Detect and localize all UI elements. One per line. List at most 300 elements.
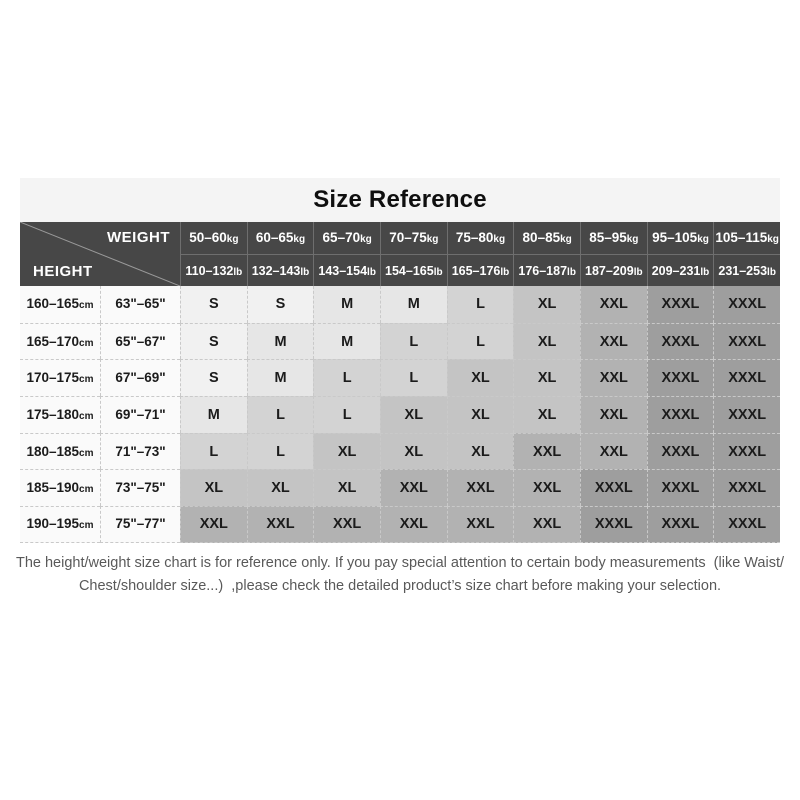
size-cell: [180, 433, 247, 470]
size-cell-text: [333, 515, 361, 533]
height-cm-cell-text: [26, 333, 93, 351]
size-cell-text: [600, 406, 628, 424]
weight-kg-cell: [180, 222, 247, 254]
height-cm-cell-unit: cm: [79, 484, 94, 496]
size-cell: [647, 286, 714, 323]
size-cell-text: [538, 406, 557, 424]
size-cell: [380, 469, 447, 506]
size-cell: [180, 286, 247, 323]
size-cell-value: XL: [471, 406, 490, 423]
height-inch-cell-value: 73"–75": [115, 480, 166, 496]
size-cell-text: [466, 515, 494, 533]
size-cell: [647, 506, 714, 543]
size-cell: [313, 433, 380, 470]
size-cell-text: [728, 406, 766, 424]
size-cell: [247, 506, 314, 543]
size-cell-text: [338, 443, 357, 461]
size-cell-value: S: [275, 296, 286, 313]
size-cell-text: [595, 479, 633, 497]
height-inch-cell: [100, 359, 180, 396]
size-cell-value: XXXL: [661, 516, 700, 533]
size-cell-value: M: [341, 333, 354, 350]
size-cell: [447, 359, 514, 396]
size-cell: [247, 469, 314, 506]
size-cell-value: XXXL: [728, 370, 767, 387]
height-header-label: HEIGHT: [33, 263, 93, 280]
size-cell-value: M: [207, 406, 220, 423]
size-cell-value: M: [407, 296, 420, 313]
size-cell-value: XXL: [533, 480, 562, 497]
weight-kg-cell: [647, 222, 714, 254]
footnote-line-2: Chest/shoulder size...) ,please check the detailed product’s size chart before making your selection.: [78, 578, 722, 594]
height-cm-cell-text: [26, 295, 93, 313]
size-cell: [580, 359, 647, 396]
size-cell-value: XXL: [533, 443, 562, 460]
size-cell-text: [209, 295, 219, 313]
size-cell-value: XXL: [599, 370, 628, 387]
size-cell-text: [728, 515, 766, 533]
weight-kg-cell-unit: kg: [293, 234, 306, 245]
weight-kg-cell-value: 85–95: [589, 230, 627, 245]
size-cell-text: [471, 406, 490, 424]
size-cell: [513, 286, 580, 323]
size-cell-text: [409, 333, 418, 351]
weight-lb-cell-value: 143–154: [318, 263, 368, 278]
size-cell: [647, 433, 714, 470]
size-cell-value: L: [276, 406, 285, 423]
weight-kg-cell: [713, 222, 780, 254]
size-cell-text: [600, 369, 628, 387]
height-cm-cell: [20, 323, 100, 360]
height-cm-cell-value: 165–170: [26, 333, 80, 349]
size-cell: [247, 323, 314, 360]
size-cell: [313, 469, 380, 506]
size-cell-value: XXXL: [728, 443, 767, 460]
weight-kg-cell: [313, 222, 380, 254]
height-cm-cell-value: 180–185: [26, 443, 80, 459]
weight-lb-cell-unit: lb: [767, 266, 776, 278]
size-cell-value: XXL: [399, 516, 428, 533]
weight-lb-cell: [380, 254, 447, 286]
size-cell-value: XL: [537, 296, 557, 313]
size-cell-value: XL: [271, 480, 290, 497]
height-inch-cell: [100, 286, 180, 323]
height-inch-cell-value: 69"–71": [115, 406, 166, 422]
size-cell-text: [266, 515, 294, 533]
size-cell-text: [209, 369, 219, 387]
weight-lb-cell-text: [318, 262, 376, 280]
size-cell-text: [338, 479, 357, 497]
size-cell: [713, 506, 780, 543]
height-cm-cell-text: [26, 515, 93, 533]
size-cell: [380, 396, 447, 433]
height-cm-cell: [20, 359, 100, 396]
size-cell-value: L: [276, 443, 285, 460]
size-cell: [513, 433, 580, 470]
size-cell-value: XXXL: [728, 296, 767, 313]
size-cell: [380, 323, 447, 360]
size-cell-value: XXXL: [661, 443, 700, 460]
height-inch-cell-value: 65"–67": [115, 333, 166, 349]
weight-kg-cell-value: 65–70: [322, 230, 361, 245]
size-cell: [513, 506, 580, 543]
weight-kg-cell-value: 50–60: [189, 230, 227, 245]
size-cell-text: [405, 443, 424, 461]
size-cell-value: M: [341, 296, 354, 313]
size-cell-value: XXXL: [661, 480, 700, 497]
size-cell: [380, 286, 447, 323]
size-cell-text: [728, 295, 766, 313]
size-cell: [513, 359, 580, 396]
weight-lb-cell-unit: lb: [233, 266, 243, 278]
weight-kg-cell-value: 70–75: [389, 230, 427, 245]
size-cell-text: [209, 443, 218, 461]
height-inch-cell: [100, 433, 180, 470]
size-cell-text: [662, 406, 700, 424]
weight-kg-cell-text: [652, 229, 709, 247]
weight-kg-cell-value: 60–65: [255, 230, 294, 245]
weight-kg-cell-unit: kg: [767, 234, 779, 245]
size-cell: [580, 506, 647, 543]
weight-kg-cell-text: [256, 229, 305, 247]
size-cell-text: [209, 333, 219, 351]
weight-kg-cell: [513, 222, 580, 254]
size-cell-value: XXXL: [661, 296, 700, 313]
size-cell: [247, 396, 314, 433]
size-cell-value: XXL: [333, 516, 362, 533]
weight-lb-cell-value: 132–143: [251, 263, 301, 278]
size-cell: [313, 506, 380, 543]
size-cell-value: XXL: [599, 443, 628, 460]
weight-header-label: WEIGHT: [107, 229, 170, 246]
size-cell-value: S: [208, 333, 219, 350]
size-cell-text: [274, 369, 286, 387]
height-inch-cell: [100, 396, 180, 433]
size-cell-text: [533, 515, 561, 533]
size-cell-value: XXXL: [594, 480, 633, 497]
height-cm-cell: [20, 506, 100, 543]
size-cell: [580, 433, 647, 470]
size-cell-text: [208, 406, 220, 424]
weight-kg-cell-unit: kg: [426, 234, 439, 245]
size-cell: [180, 396, 247, 433]
size-cell: [380, 433, 447, 470]
size-cell-text: [409, 369, 418, 387]
height-cm-cell-unit: cm: [79, 374, 94, 386]
size-cell-text: [600, 443, 628, 461]
weight-kg-cell: [247, 222, 314, 254]
size-cell-value: M: [274, 333, 287, 350]
height-inch-cell-text: [115, 406, 165, 424]
size-cell: [647, 469, 714, 506]
size-cell-value: XL: [404, 406, 424, 423]
size-cell: [180, 323, 247, 360]
size-cell-value: XL: [337, 443, 357, 460]
size-cell-value: XXL: [199, 516, 228, 533]
size-cell-value: XXXL: [661, 406, 700, 423]
height-cm-cell: [20, 433, 100, 470]
size-cell-value: S: [208, 296, 219, 313]
size-cell-text: [205, 479, 224, 497]
weight-kg-cell-text: [456, 229, 505, 247]
size-cell-text: [271, 479, 290, 497]
height-inch-cell-value: 75"–77": [115, 516, 166, 532]
weight-kg-cell-unit: kg: [226, 234, 239, 245]
height-cm-cell: [20, 286, 100, 323]
height-cm-cell-value: 190–195: [26, 516, 80, 532]
weight-lb-cell-text: [518, 262, 576, 280]
size-cell: [313, 396, 380, 433]
weight-lb-cell-text: [252, 262, 310, 280]
size-cell: [647, 323, 714, 360]
size-cell-text: [405, 406, 424, 424]
size-cell-value: XXXL: [594, 516, 633, 533]
height-inch-cell-text: [115, 333, 165, 351]
chart-title-bar: [20, 178, 780, 222]
weight-lb-cell-unit: lb: [367, 266, 376, 278]
size-cell: [380, 506, 447, 543]
size-cell-text: [408, 295, 420, 313]
size-cell-value: XL: [471, 443, 490, 460]
size-cell-value: M: [274, 370, 287, 387]
size-cell: [447, 433, 514, 470]
size-cell-text: [400, 479, 428, 497]
size-cell: [380, 359, 447, 396]
weight-lb-cell-value: 110–132: [185, 263, 234, 278]
height-inch-cell-text: [115, 515, 165, 533]
size-cell-text: [538, 369, 557, 387]
size-table: [20, 222, 780, 543]
footnote-line-1: The height/weight size chart is for reference only. If you pay special attention to certain body measurements (like Waist/: [15, 555, 785, 571]
height-inch-cell-value: 71"–73": [115, 443, 166, 459]
size-cell-text: [662, 369, 700, 387]
weight-kg-cell-unit: kg: [493, 234, 506, 245]
height-inch-cell-text: [115, 443, 165, 461]
size-cell-value: L: [342, 406, 352, 423]
weight-lb-cell-text: [652, 262, 710, 280]
size-cell-text: [662, 333, 700, 351]
height-cm-cell-unit: cm: [79, 520, 94, 532]
size-cell: [247, 359, 314, 396]
height-cm-cell-unit: cm: [79, 300, 94, 312]
weight-lb-cell: [713, 254, 780, 286]
size-cell: [180, 506, 247, 543]
size-cell: [247, 286, 314, 323]
size-cell: [713, 323, 780, 360]
size-cell: [713, 359, 780, 396]
size-cell-value: XXXL: [728, 516, 767, 533]
size-cell-value: XL: [537, 370, 557, 387]
size-cell-value: L: [409, 370, 419, 387]
weight-lb-cell-text: [585, 262, 643, 280]
size-cell: [713, 433, 780, 470]
size-cell-text: [662, 295, 700, 313]
size-cell-text: [471, 443, 490, 461]
size-cell-value: XXXL: [661, 333, 700, 350]
size-cell: [313, 286, 380, 323]
size-cell-value: XXL: [466, 480, 495, 497]
size-cell-text: [476, 333, 485, 351]
height-cm-cell-unit: cm: [79, 337, 94, 349]
size-cell: [513, 323, 580, 360]
weight-kg-cell-text: [389, 229, 438, 247]
size-cell-value: XXL: [599, 333, 628, 350]
weight-kg-cell-unit: kg: [626, 234, 639, 245]
size-cell: [180, 469, 247, 506]
size-cell-value: XXL: [599, 406, 628, 423]
height-cm-cell-unit: cm: [79, 410, 94, 422]
size-cell: [647, 396, 714, 433]
height-cm-cell-value: 175–180: [26, 406, 80, 422]
size-cell-text: [341, 295, 353, 313]
weight-kg-cell-value: 75–80: [455, 230, 494, 245]
height-cm-cell-text: [26, 479, 93, 497]
size-cell-text: [276, 406, 285, 424]
size-cell-text: [533, 479, 561, 497]
size-cell: [647, 359, 714, 396]
size-cell: [513, 469, 580, 506]
size-cell-value: XL: [537, 406, 557, 423]
weight-kg-cell-text: [189, 229, 238, 247]
weight-kg-cell: [447, 222, 514, 254]
size-cell: [580, 469, 647, 506]
size-cell: [713, 469, 780, 506]
size-cell-text: [400, 515, 428, 533]
weight-kg-cell-value: 80–85: [522, 230, 561, 245]
size-cell-value: L: [476, 333, 485, 350]
height-cm-cell-value: 185–190: [26, 480, 80, 496]
weight-lb-cell-unit: lb: [700, 266, 710, 278]
size-cell-value: XXL: [533, 516, 562, 533]
height-cm-cell-text: [26, 369, 93, 387]
weight-lb-cell-value: 165–176: [451, 263, 501, 278]
weight-lb-cell-value: 209–231: [651, 263, 701, 278]
size-cell: [447, 469, 514, 506]
weight-lb-cell-value: 187–209: [585, 263, 634, 278]
size-cell-value: XXXL: [728, 480, 767, 497]
size-cell-text: [276, 295, 286, 313]
size-cell-value: L: [476, 296, 485, 313]
weight-kg-cell-text: [323, 229, 372, 247]
size-cell-text: [533, 443, 561, 461]
weight-kg-cell-text: [589, 229, 638, 247]
height-inch-cell: [100, 506, 180, 543]
height-cm-cell-text: [26, 406, 93, 424]
weight-kg-cell-unit: kg: [697, 234, 709, 245]
size-cell-text: [595, 515, 633, 533]
weight-lb-cell: [580, 254, 647, 286]
size-cell-text: [728, 443, 766, 461]
size-cell-text: [200, 515, 228, 533]
size-cell-text: [466, 479, 494, 497]
size-cell: [580, 323, 647, 360]
size-cell-text: [728, 333, 766, 351]
size-cell: [513, 396, 580, 433]
size-cell-value: L: [409, 333, 419, 350]
height-cm-cell-unit: cm: [79, 447, 94, 459]
height-inch-cell-text: [115, 479, 165, 497]
height-cm-cell-value: 170–175: [26, 370, 80, 386]
size-cell-value: XL: [404, 443, 424, 460]
weight-kg-cell-value: 95–105: [652, 230, 698, 245]
size-cell: [580, 396, 647, 433]
size-cell-value: L: [209, 443, 219, 460]
size-cell: [447, 286, 514, 323]
size-cell: [180, 359, 247, 396]
size-cell-text: [471, 369, 490, 387]
weight-lb-cell-value: 176–187: [518, 263, 568, 278]
size-cell: [313, 359, 380, 396]
size-cell: [713, 286, 780, 323]
height-inch-cell-value: 63"–65": [115, 296, 166, 312]
size-cell: [247, 433, 314, 470]
weight-lb-cell-unit: lb: [567, 266, 576, 278]
weight-kg-cell-text: [715, 229, 778, 247]
size-cell-value: XXXL: [728, 333, 767, 350]
weight-lb-cell: [247, 254, 314, 286]
weight-kg-cell-text: [523, 229, 572, 247]
size-cell-text: [662, 515, 700, 533]
size-cell-text: [343, 369, 352, 387]
size-cell-value: XXXL: [728, 406, 767, 423]
height-cm-cell: [20, 396, 100, 433]
weight-lb-cell-unit: lb: [633, 266, 643, 278]
weight-kg-cell-value: 105–115: [715, 230, 768, 245]
weight-lb-cell: [447, 254, 514, 286]
size-cell: [447, 396, 514, 433]
size-cell-text: [538, 333, 557, 351]
size-cell-text: [728, 369, 766, 387]
size-cell: [447, 506, 514, 543]
size-cell-text: [600, 333, 628, 351]
size-cell-text: [728, 479, 766, 497]
size-cell: [713, 396, 780, 433]
size-cell: [447, 323, 514, 360]
size-cell-value: XXL: [399, 480, 428, 497]
size-cell-value: XXL: [266, 516, 295, 533]
size-cell-text: [476, 295, 485, 313]
weight-lb-cell-value: 231–253: [718, 263, 768, 278]
size-cell-text: [341, 333, 353, 351]
weight-lb-cell-unit: lb: [300, 266, 310, 278]
height-cm-cell-text: [26, 443, 93, 461]
weight-kg-cell-unit: kg: [360, 234, 372, 245]
size-cell-text: [276, 443, 285, 461]
height-cm-cell: [20, 469, 100, 506]
size-cell: [580, 286, 647, 323]
weight-lb-cell: [313, 254, 380, 286]
header-corner-cell: [20, 222, 180, 286]
height-inch-cell-value: 67"–69": [115, 370, 166, 386]
weight-lb-cell-value: 154–165: [385, 263, 434, 278]
size-cell: [313, 323, 380, 360]
height-inch-cell: [100, 323, 180, 360]
size-cell-text: [538, 295, 557, 313]
weight-lb-cell-text: [185, 262, 242, 280]
size-cell-value: XL: [337, 480, 357, 497]
size-cell-text: [343, 406, 352, 424]
size-cell-value: XXL: [466, 516, 495, 533]
weight-lb-cell: [180, 254, 247, 286]
weight-kg-cell: [580, 222, 647, 254]
size-cell-value: L: [342, 370, 352, 387]
weight-lb-cell-text: [452, 262, 510, 280]
weight-kg-cell-unit: kg: [560, 234, 572, 245]
size-reference-card: [20, 178, 780, 543]
weight-lb-cell-text: [718, 262, 776, 280]
footnote: [0, 552, 800, 598]
size-cell-value: XL: [471, 370, 490, 387]
